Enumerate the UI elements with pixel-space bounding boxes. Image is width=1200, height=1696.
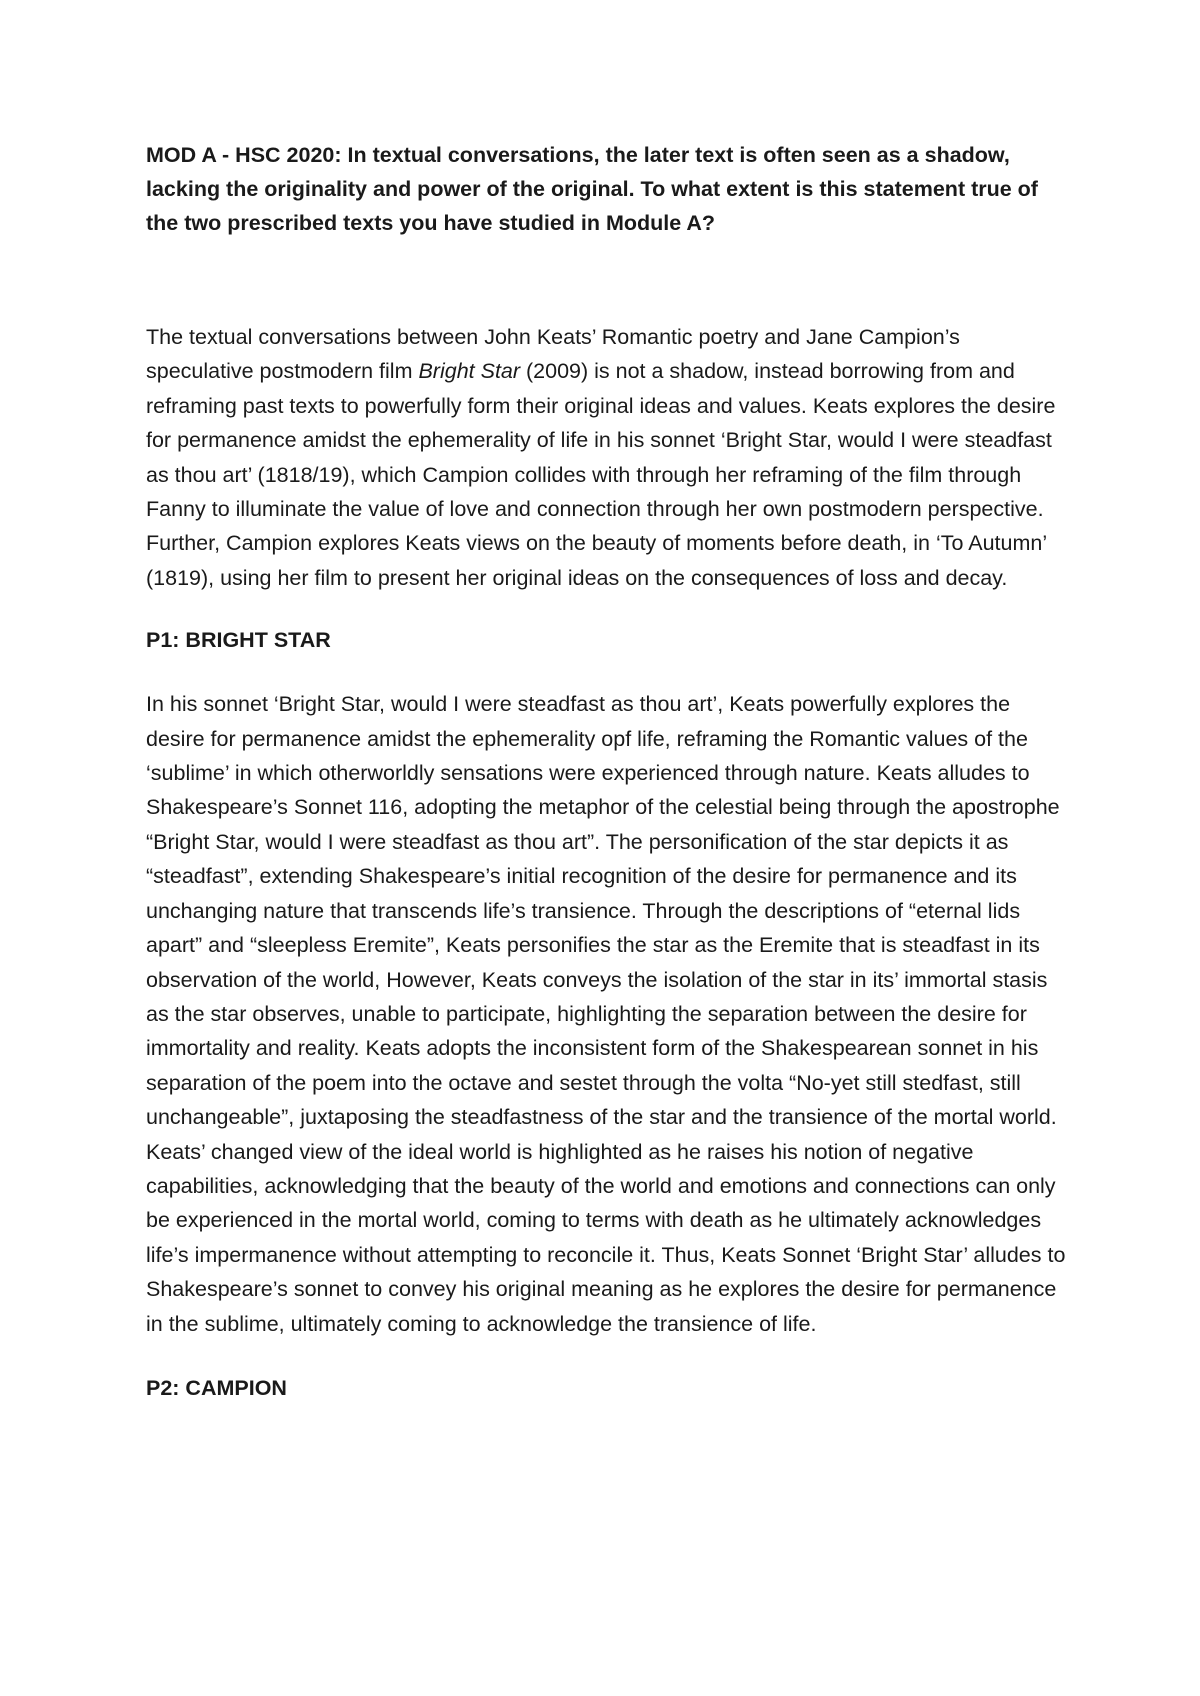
intro-paragraph [146,320,1066,595]
essay-prompt: MOD A - HSC 2020: In textual conversations, the later text is often seen as a shadow, lacking the originality and power of the original. To what extent is this statement true of the two prescribed texts you have studied in Module A? [146,143,1038,235]
intro-text-after-title: (2009) is not a shadow, instead borrowing from and reframing past texts to powerfully form their original ideas and values. Keats explores the desire for permanence amidst the ephemerality of life in his sonnet ‘Bright Star, would I were steadfast as thou art’ (1818/19), which Campion collides with through her reframing of the film through Fanny to illuminate the value of love and connection through her own postmodern perspective. Further, Campion explores Keats views on the beauty of moments before death, in ‘To Autumn’ (1819), using her film to present her original ideas on the consequences of loss and decay. [146,359,1056,590]
intro-text-before-title: The textual conversations between John Keats’ Romantic poetry and Jane Campion’s speculative postmodern film [146,325,960,384]
p1-heading: P1: BRIGHT STAR [146,628,331,653]
film-title: Bright Star [418,359,521,384]
p1-body-paragraph: In his sonnet ‘Bright Star, would I were steadfast as thou art’, Keats powerfully explores the desire for permanence amidst the ephemerality opf life, reframing the Romantic values of the ‘sublime’ in which otherworldly sensations were experienced through nature. Keats alludes to Shakespeare’s Sonnet 116, adopting the metaphor of the celestial being through the apostrophe “Bright Star, would I were steadfast as thou art”. The personification of the star depicts it as “steadfast”, extending Shakespeare’s initial recognition of the desire for permanence and its unchanging nature that transcends life’s transience. Through the descriptions of “eternal lids apart” and “sleepless Eremite”, Keats personifies the star as the Eremite that is steadfast in its observation of the world, However, Keats conveys the isolation of the star in its’ immortal stasis as the star observes, unable to participate, highlighting the separation between the desire for immortality and reality. Keats adopts the inconsistent form of the Shakespearean sonnet in his separation of the poem into the octave and sestet through the volta “No-yet still stedfast, still unchangeable”, juxtaposing the steadfastness of the star and the transience of the mortal world. Keats’ changed view of the ideal world is highlighted as he raises his notion of negative capabilities, acknowledging that the beauty of the world and emotions and connections can only be experienced in the mortal world, coming to terms with death as he ultimately acknowledges life’s impermanence without attempting to reconcile it. Thus, Keats Sonnet ‘Bright Star’ alludes to Shakespeare’s sonnet to convey his original meaning as he explores the desire for permanence in the sublime, ultimately coming to acknowledge the transience of life. [146,692,1066,1336]
document-page [146,138,1066,1405]
p2-heading: P2: CAMPION [146,1375,287,1400]
